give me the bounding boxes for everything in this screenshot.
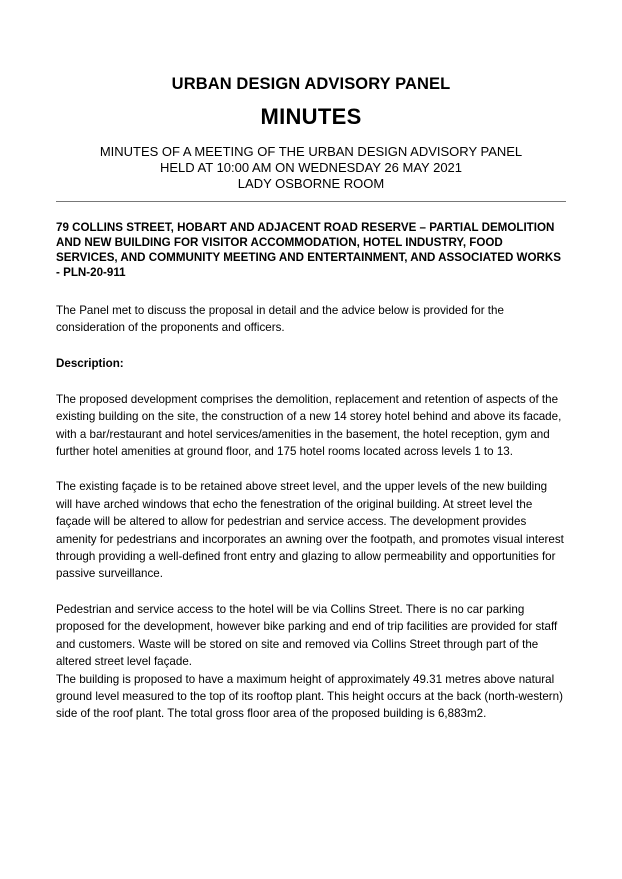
header-divider bbox=[56, 201, 566, 202]
panel-title: URBAN DESIGN ADVISORY PANEL bbox=[171, 75, 451, 93]
item-heading: 79 COLLINS STREET, HOBART AND ADJACENT ROAD RESERVE – PARTIAL DEMOLITION AND NEW BUILDING FOR VISITOR ACCOMMODATION, HOTEL INDUSTRY, FOOD SERVICES, AND COMMUNITY MEETING AND ENTERTAINMENT, AND ASSOCIATED WORKS - PLN-20-911 bbox=[56, 221, 561, 279]
description-paragraph-2: The existing façade is to be retained above street level, and the upper levels of the new building will have arched windows that echo the fenestration of the original building. At street level the façade will be altered to allow for pedestrian and service access. The development provides amenity for pedestrians and incorporates an awning over the footpath, and promotes visual interest through providing a well-defined front entry and glazing to allow permeability and opportunities for passive surveillance. bbox=[56, 480, 564, 581]
meeting-line-1: MINUTES OF A MEETING OF THE URBAN DESIGN ADVISORY PANEL bbox=[99, 144, 523, 159]
description-paragraph-1: The proposed development comprises the demolition, replacement and retention of aspects of the existing building on the site, the construction of a new 14 storey hotel behind and above its facade, with a bar/restaurant and hotel services/amenities in the basement, the hotel reception, gym and further hotel amenities at ground floor, and 175 hotel rooms located across levels 1 to 13. bbox=[56, 392, 562, 459]
document-title: MINUTES bbox=[260, 104, 362, 129]
meeting-line-2: HELD AT 10:00 AM ON WEDNESDAY 26 MAY 2021 bbox=[159, 160, 463, 175]
intro-paragraph: The Panel met to discuss the proposal in detail and the advice below is provided for the consideration of the proponents and officers. bbox=[56, 304, 504, 335]
meeting-line-3: LADY OSBORNE ROOM bbox=[237, 176, 385, 191]
description-paragraph-4: The building is proposed to have a maximum height of approximately 49.31 metres above natural ground level measured to the top of its rooftop plant. This height occurs at the back (north-western) side of the roof plant. The total gross floor area of the proposed building is 6,883m2. bbox=[56, 672, 563, 721]
description-paragraph-3: Pedestrian and service access to the hotel will be via Collins Street. There is no car parking proposed for the development, however bike parking and end of trip facilities are provided for staff and customers. Waste will be stored on site and removed via Collins Street through part of the altered street level façade. bbox=[56, 602, 558, 669]
meeting-details bbox=[56, 144, 566, 192]
description-label: Description: bbox=[56, 356, 124, 370]
